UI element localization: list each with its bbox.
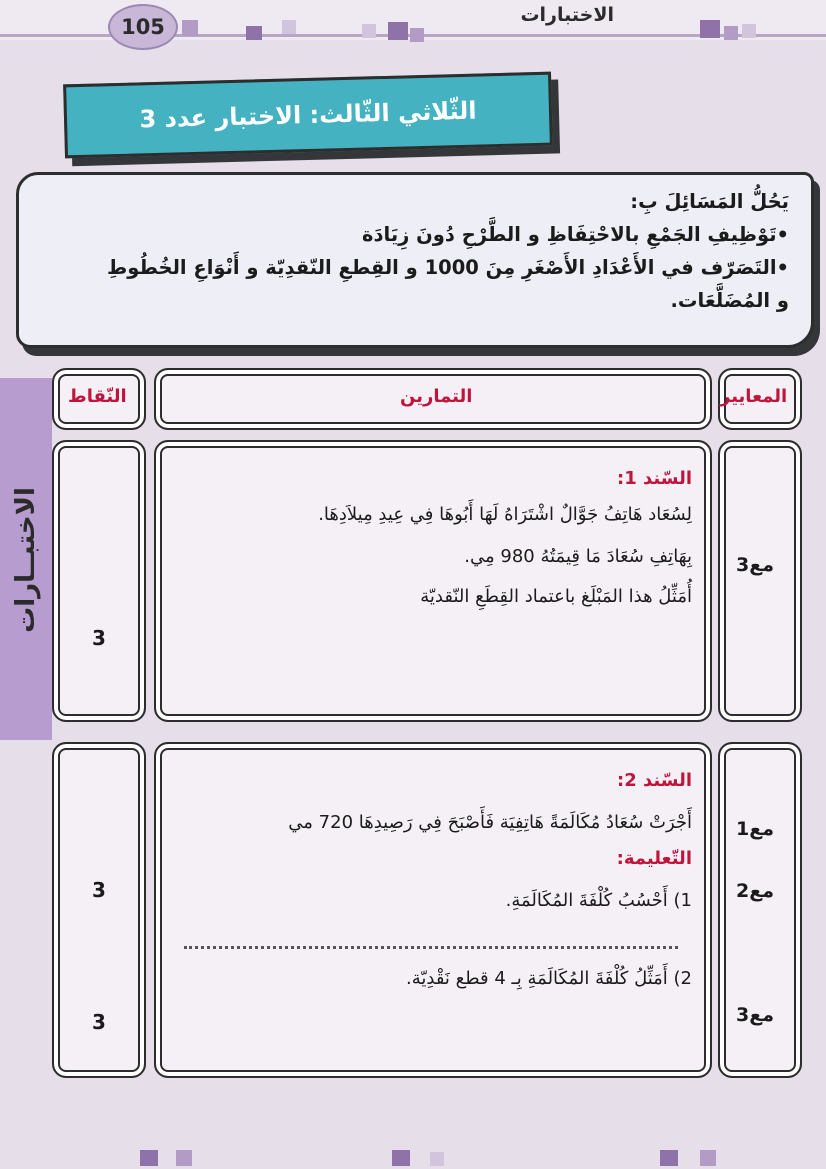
criterion: مع1 xyxy=(736,818,774,840)
page-number: 105 xyxy=(108,4,178,50)
decor-square xyxy=(700,20,720,38)
criterion: مع3 xyxy=(736,554,774,576)
criteria-cell-2 xyxy=(718,742,802,1078)
decor-square xyxy=(410,28,424,42)
section1-line: أُمَثِّلُ هذا المَبْلَغ باعتماد القِطَعِ النّقديّة xyxy=(420,586,692,607)
decor-square xyxy=(430,1152,444,1166)
decor-square xyxy=(700,1150,716,1166)
criterion: مع2 xyxy=(736,880,774,902)
decor-square xyxy=(362,24,376,38)
question-2: 2) أَمَثِّلُ كُلْفَةَ المُكَالَمَةِ بِـ 4 قطع نَقْدِيّة. xyxy=(405,968,692,989)
section2-label: السّند 2: xyxy=(617,770,692,791)
points-value: 3 xyxy=(92,1010,106,1034)
decor-square xyxy=(176,1150,192,1166)
section1-line: بِهَاتِفِ سُعَادَ مَا قِيمَتُهُ 980 مِي. xyxy=(464,546,692,567)
decor-square xyxy=(660,1150,678,1166)
decor-square xyxy=(724,26,738,40)
goal-item: •التَصَرّف في الأَعْدَادِ الأَصْغَرِ مِنَ 1000 و القِطعِ النّقدِيّة و أَنْوَاعِ الخُطُوطِ xyxy=(107,256,789,279)
instruction-label: التّعليمة: xyxy=(616,848,692,869)
section1-label: السّند 1: xyxy=(617,468,692,489)
criterion: مع3 xyxy=(736,1004,774,1026)
points-cell-1 xyxy=(52,440,146,722)
test-title-banner xyxy=(63,72,553,159)
points-value: 3 xyxy=(92,878,106,902)
decor-square xyxy=(246,26,262,40)
decor-square xyxy=(282,20,296,34)
answer-dotted-line xyxy=(184,946,678,949)
test-title: الثّلاثي الثّالث: الاختبار عدد 3 xyxy=(139,96,477,134)
decor-square xyxy=(392,1150,410,1166)
header-points: النّقاط xyxy=(68,386,127,407)
decor-square xyxy=(182,20,198,36)
section2-text: أَجْرَتْ سُعَادُ مُكَالَمَةً هَاتِفِيَة فَأَصْبَحَ فِي رَصِيدِهَا 720 مي xyxy=(288,812,692,833)
decor-square xyxy=(742,24,756,38)
goal-item: •تَوْظِيفِ الجَمْعِ بالاحْتِفَاظِ و الطَّرْحِ دُونَ زِيَادَة xyxy=(361,223,789,246)
goals-intro: يَحُلُّ المَسَائِلَ بِ: xyxy=(630,190,789,213)
header-exercises: التمارين xyxy=(400,386,473,407)
decor-square xyxy=(140,1150,158,1166)
goal-item: و المُضَلَّعَات. xyxy=(670,289,789,312)
header-criteria: المعايير xyxy=(720,386,788,407)
decor-square xyxy=(388,22,408,40)
running-title: الاختبارات xyxy=(520,4,614,26)
section1-line: لِسُعَاد هَاتِفُ جَوَّالٌ اشْتَرَاهُ لَهَا أَبُوهَا فِي عِيدِ مِيلاَدِهَا. xyxy=(318,504,692,525)
points-value: 3 xyxy=(92,626,106,650)
goals-box xyxy=(16,172,814,348)
question-1: 1) أَحْسُبُ كُلْفَةَ المُكَالَمَةِ. xyxy=(505,890,692,911)
side-tab-label: الاختبــارات xyxy=(11,487,41,633)
criteria-cell-1 xyxy=(718,440,802,722)
